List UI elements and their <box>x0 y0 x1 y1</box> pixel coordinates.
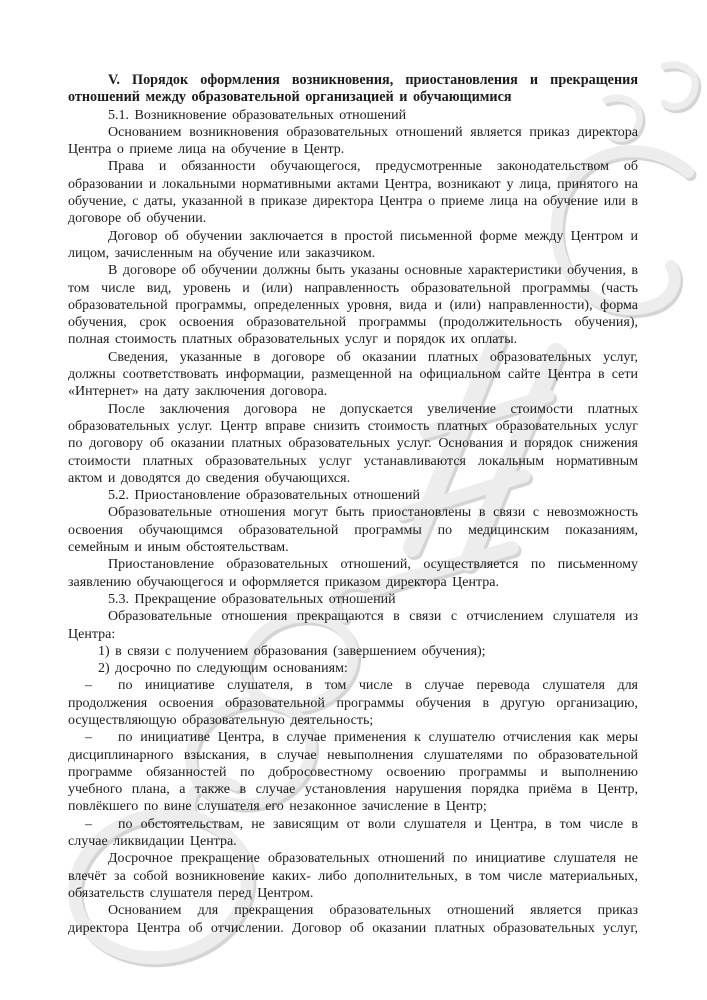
dash-marker: – <box>85 816 92 832</box>
paragraph: Образовательные отношения прекращаются в связи с отчислением слушателя из Центра: <box>68 609 638 642</box>
dash-item-text: по инициативе Центра, в случае применения к слушателю отчисления как меры дисциплинарного взыскания, в случае невыполнения слушателями по образовательной программе обязанностей по добросовестному освоению программы и выполнению учебного плана, а также в случае установления нарушения порядка приёма в Центр, повлёкшего по вине слушателя его незаконное зачисление в Центр; <box>68 730 638 815</box>
paragraph: В договоре об обучении должны быть указаны основные характеристики обучения, в том числе вид, уровень и (или) направленность образовательной программы (часть образовательной программы, определенных уровня, вида и (или) направленности), форма обучения, срок освоения образовательной программы (продолжительность обучения), полная стоимость платных образовательных услуг и порядок их оплаты. <box>68 263 638 348</box>
dash-marker: – <box>85 730 92 746</box>
dash-marker: – <box>85 678 92 694</box>
dash-item-text: по инициативе слушателя, в том числе в случае перевода слушателя для продолжения освоения образовательной программы обучения в другую организацию, осуществляющую образовательную деятельность; <box>68 678 638 728</box>
paragraph: Договор об обучении заключается в простой письменной форме между Центром и лицом, зачисленным на обучение или заказчиком. <box>68 228 638 261</box>
dash-list-item <box>68 677 638 729</box>
dash-list-item <box>68 816 638 851</box>
paragraph: Основанием возникновения образовательных отношений является приказ директора Центра о приеме лица на обучение в Центр. <box>68 124 638 158</box>
paragraph: Приостановление образовательных отношений, осуществляется по письменному заявлению обучающегося и оформляется приказом директора Центра. <box>68 557 638 590</box>
paragraph-5-2-heading: 5.2. Приостановление образовательных отношений <box>108 488 421 504</box>
paragraph-5-3-heading: 5.3. Прекращение образовательных отношений <box>108 591 396 607</box>
paragraph: После заключения договора не допускается увеличение стоимости платных образовательных услуг. Центр вправе снизить стоимость платных образовательных услуг по договору об оказании платных образовательных услуг. Основания и порядок снижения стоимости платных образовательных услуг устанавливаются локальным нормативным актом и доводятся до сведения обучающихся. <box>68 401 638 486</box>
paragraph: Образовательные отношения могут быть приостановлены в связи с невозможность освоения обучающимся образовательной программы по медицинским показаниям, семейным и иным обстоятельствам. <box>68 505 638 556</box>
document-title: V. Порядок оформления возникновения, приостановления и прекращения отношений между образовательной организацией и обучающимися <box>68 72 638 106</box>
list-item-1: 1) в связи с получением образования (завершением обучения); <box>98 643 486 659</box>
paragraph-5-1-heading: 5.1. Возникновение образовательных отношений <box>108 107 407 123</box>
dash-list-item <box>68 729 638 815</box>
list-item-2: 2) досрочно по следующим основаниям: <box>98 661 348 677</box>
paragraph: Сведения, указанные в договоре об оказании платных образовательных услуг, должны соответствовать информации, размещенной на официальном сайте Центра в сети «Интернет» на дату заключения договора. <box>68 349 638 400</box>
paragraph: Права и обязанности обучающегося, предусмотренные законодательством об образовании и локальными нормативными актами Центра, возникают у лица, принятого на обучение, с даты, указанной в приказе директора Центра о приеме лица на обучение или в договоре об обучении. <box>68 159 638 227</box>
dash-item-text: по обстоятельствам, не зависящим от воли слушателя и Центра, в том числе в случае ликвидации Центра. <box>68 816 638 850</box>
paragraph: Основанием для прекращения образовательных отношений является приказ директора Центра об отчислении. Договор об оказании платных образовательных услуг, <box>68 903 638 936</box>
paragraph: Досрочное прекращение образовательных отношений по инициативе слушателя не влечёт за собой возникновение каких- либо дополнительных, в том числе материальных, обязательств слушателя перед Центром. <box>68 851 638 901</box>
